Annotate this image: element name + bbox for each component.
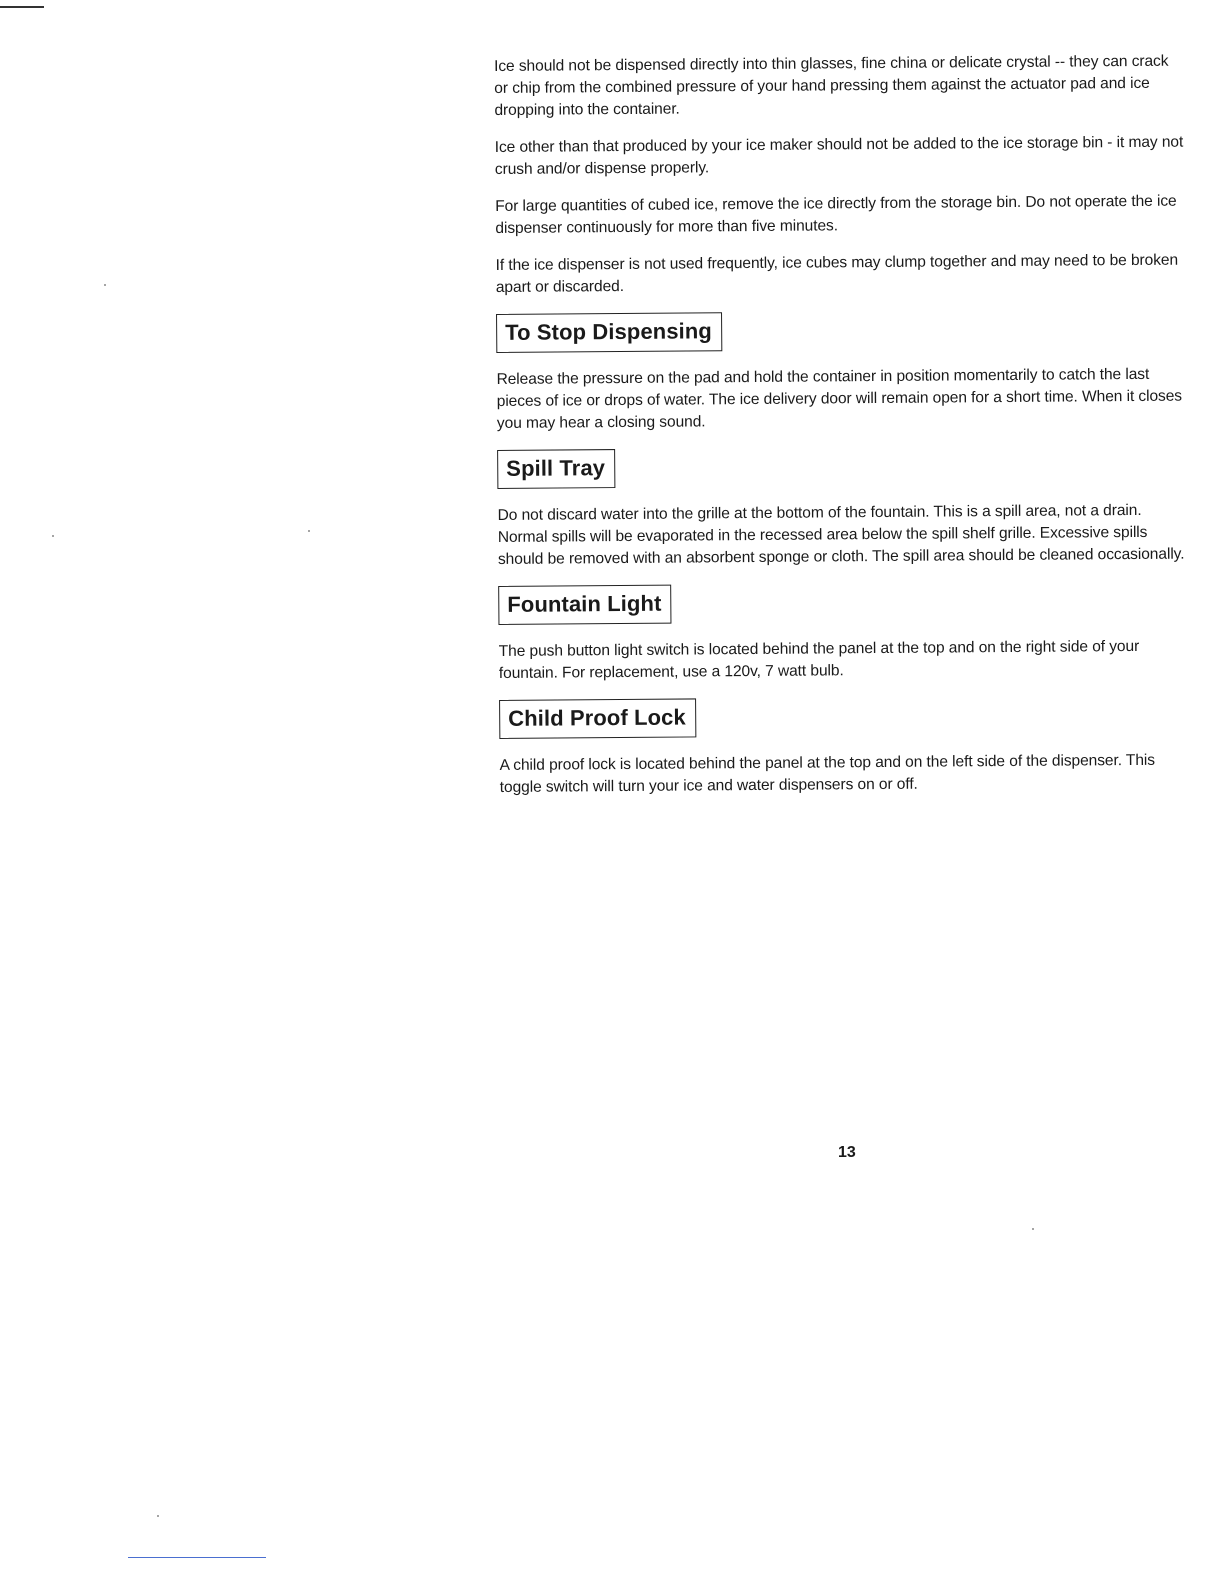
scan-speck [157,1515,159,1517]
scan-speck [52,535,54,537]
main-content [494,51,1190,814]
section-heading-to-stop-dispensing: To Stop Dispensing [496,312,722,353]
scan-speck [1032,1228,1034,1230]
section-heading-child-proof-lock: Child Proof Lock [499,698,696,739]
intro-paragraph: Ice other than that produced by your ice maker should not be added to the ice storage bin - it may not crush and/or dispense properly. [494,133,1184,178]
section-heading-wrap [499,695,1189,739]
page-number: 13 [838,1144,856,1161]
section-body-child-proof-lock: A child proof lock is located behind the panel at the top and on the left side of the dispenser. This toggle switch will turn your ice and water dispensers on or off. [499,751,1156,796]
scan-mark [128,1557,266,1558]
section-heading-wrap [496,309,1186,353]
scan-mark [0,6,44,8]
section-body-fountain-light: The push button light switch is located behind the panel at the top and on the right side of your fountain. For replacement, use a 120v, 7 watt bulb. [498,637,1140,682]
intro-paragraph: If the ice dispenser is not used frequently, ice cubes may clump together and may need to be broken apart or discarded. [495,251,1179,296]
section-heading-fountain-light: Fountain Light [498,585,671,625]
section-body-spill-tray: Do not discard water into the grille at the bottom of the fountain. This is a spill area, not a drain. Normal spills will be evaporated in the recessed area below the spill shelf grille. Excessive spills should be removed with an absorbent sponge or cloth. The spill area should be cleaned occasionally. [497,501,1185,568]
intro-paragraph: Ice should not be dispensed directly into thin glasses, fine china or delicate crystal -- they can crack or chip from the combined pressure of your hand pressing them against the actuator pad and ice dropping into the container. [494,52,1169,119]
scan-speck [104,284,106,286]
scan-speck [308,530,310,532]
intro-paragraph: For large quantities of cubed ice, remove the ice directly from the storage bin. Do not operate the ice dispenser continuously for more than five minutes. [495,192,1177,237]
section-heading-wrap [497,445,1187,489]
section-heading-wrap [498,581,1188,625]
section-heading-spill-tray: Spill Tray [497,449,615,489]
section-body-to-stop-dispensing: Release the pressure on the pad and hold the container in position momentarily to catch the last pieces of ice or drops of water. The ice delivery door will remain open for a short time. When it closes you may hear a closing sound. [496,365,1183,432]
